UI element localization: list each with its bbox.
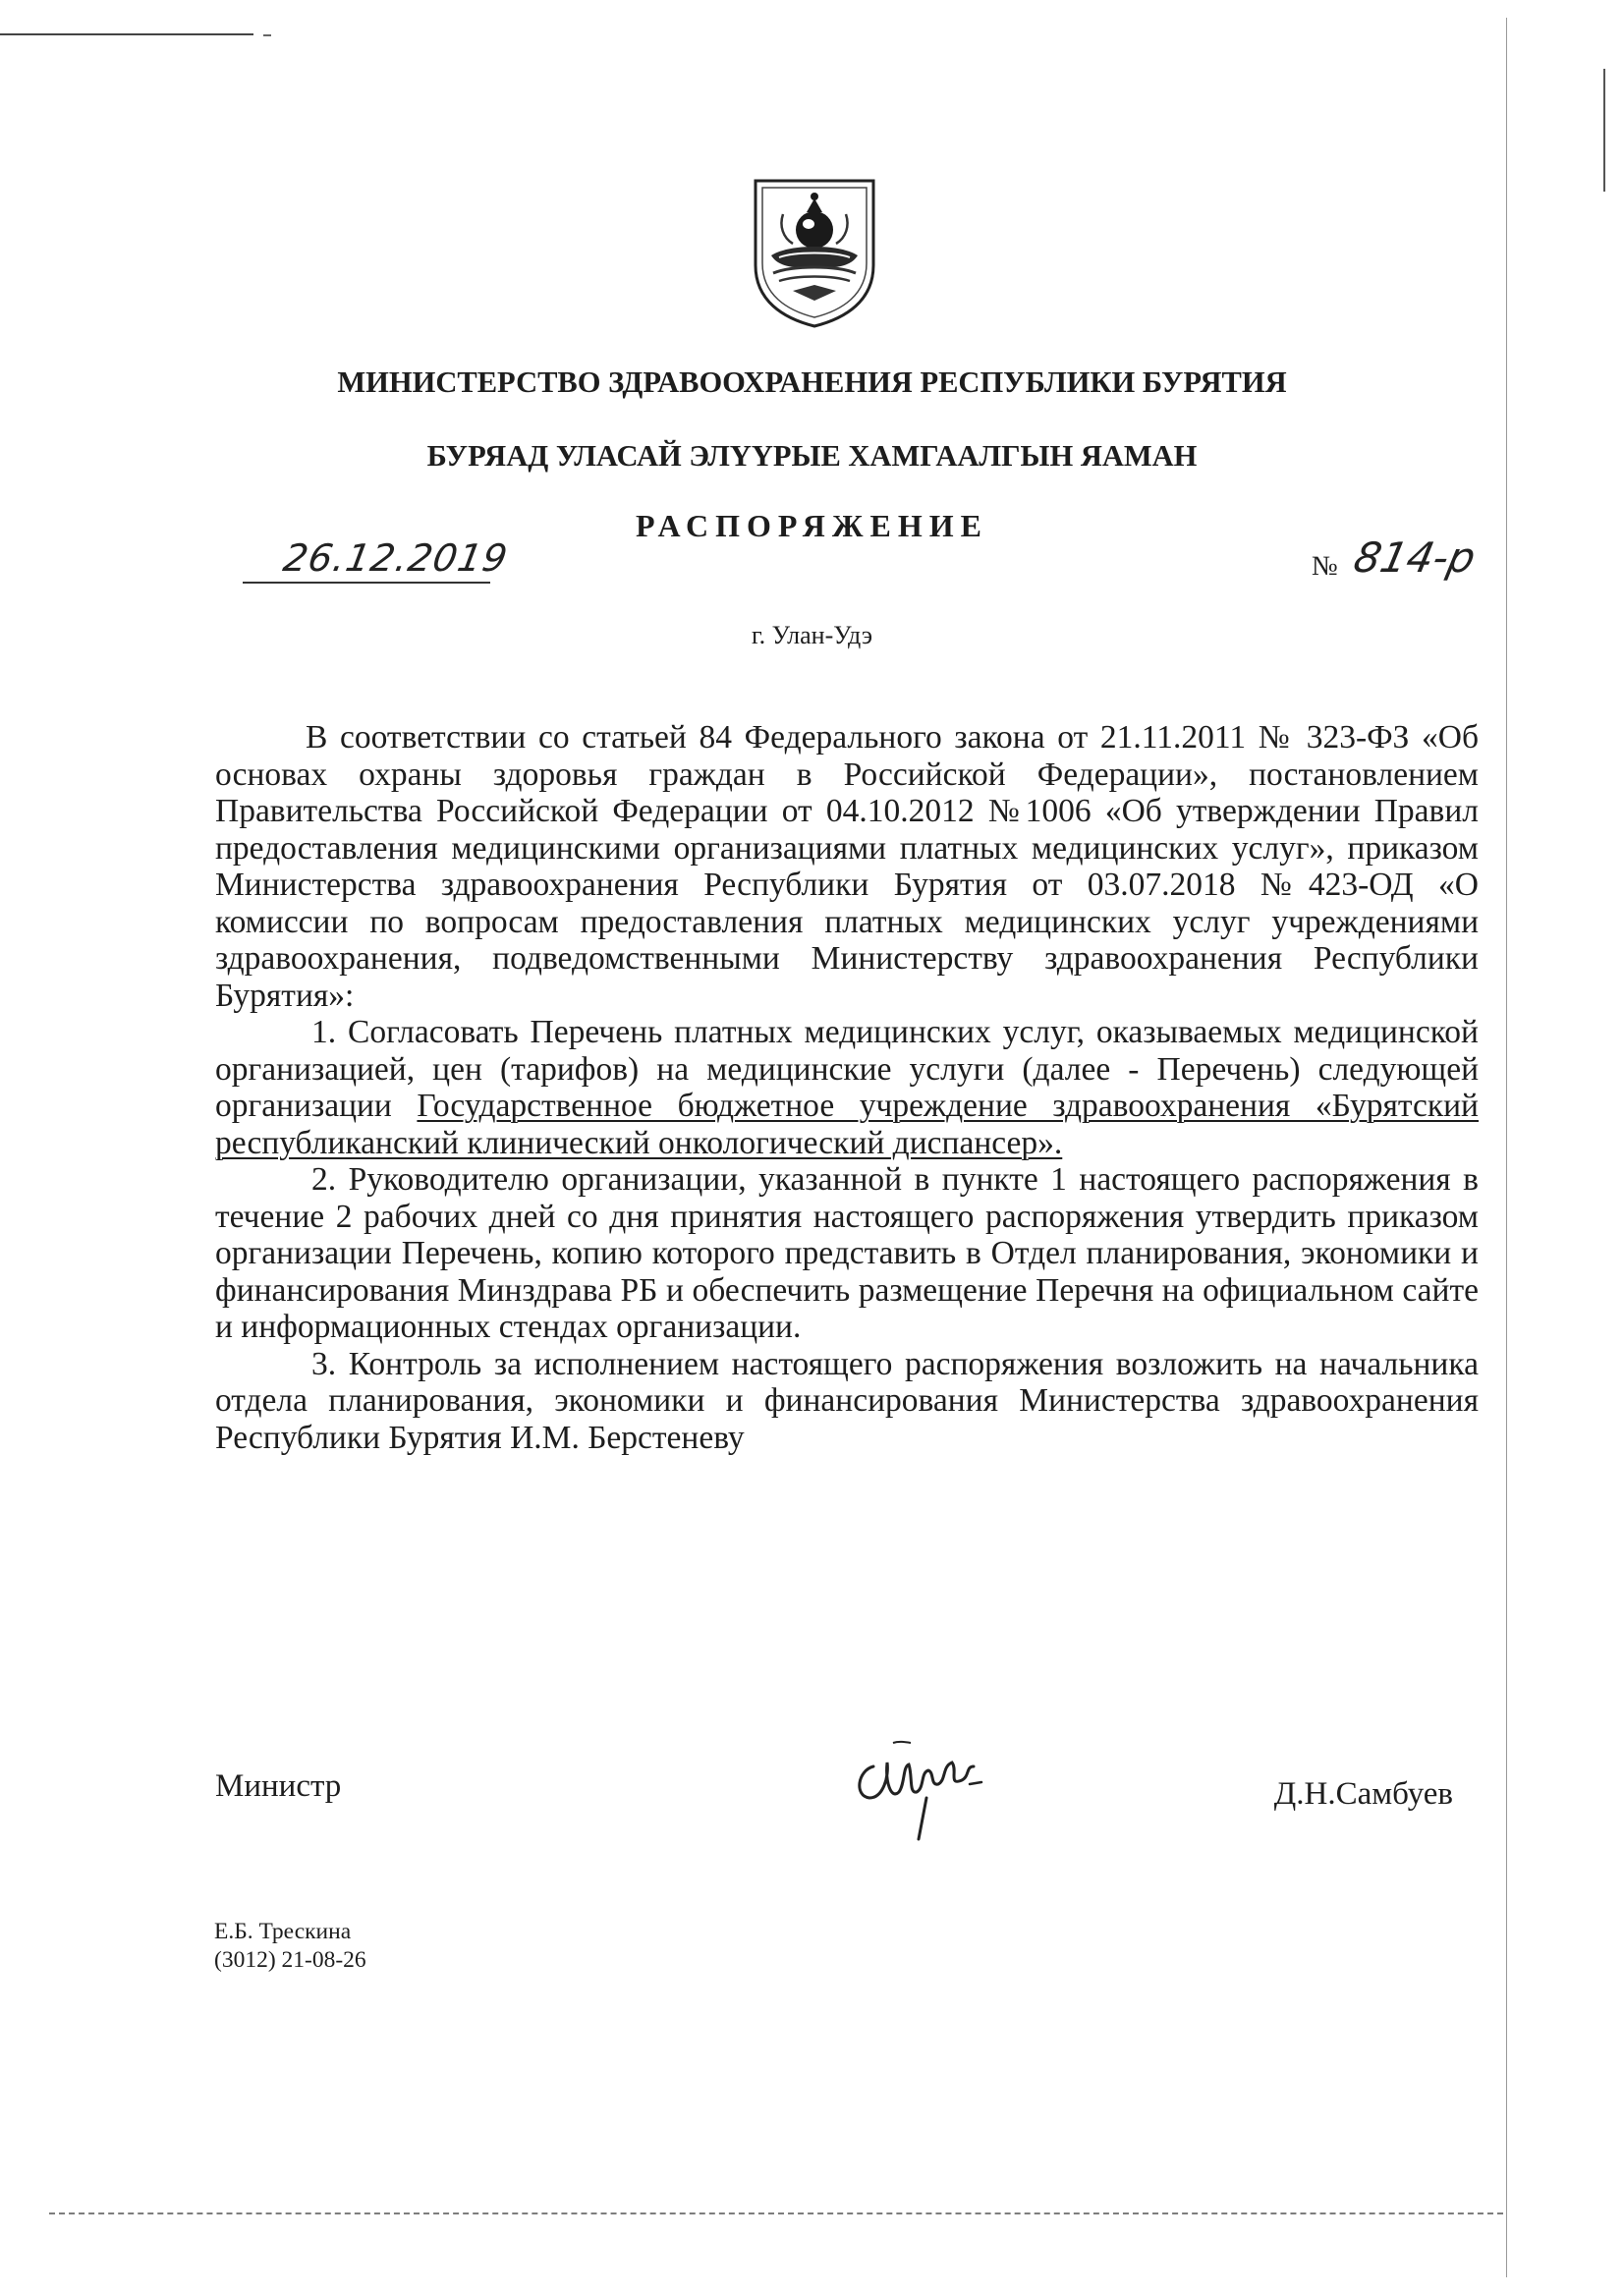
executor-info [214,1918,366,1975]
item-1-text: 1. Согласовать Перечень платных медицинских услуг, оказываемых медицинской организацией, цен (тарифов) на медицинские услуги (далее - Перечень) следующей организации [215,1014,1479,1124]
ministry-name-ru: МИНИСТЕРСТВО ЗДРАВООХРАНЕНИЯ РЕСПУБЛИКИ БУРЯТИЯ [337,365,1287,399]
handwritten-signature [844,1737,991,1860]
signature-block [215,1759,1479,1906]
executor-name: Е.Б. Трескина [214,1919,352,1944]
ministry-name-buryat: БУРЯАД УЛАСАЙ ЭЛYYРЫЕ ХАМГААЛГЫН ЯАМАН [426,439,1198,473]
number-value: 814-р [1349,533,1481,582]
document-type: РАСПОРЯЖЕНИЕ [635,508,989,543]
city: г. Улан-Удэ [751,621,873,649]
scan-edge-dash [263,34,271,36]
item-1-organization: Государственное бюджетное учреждение здравоохранения «Бурятский республиканский клинический онкологический диспансер». [215,1088,1479,1161]
date-value: 26.12.2019 [280,536,512,580]
signer-name: Д.Н.Самбуев [1273,1776,1453,1812]
preamble-paragraph: В соответствии со статьей 84 Федерального закона от 21.11.2011 № 323-ФЗ «Об основах охраны здоровья граждан в Российской Федерации», постановлением Правительства Российской Федерации от 04.10.2012 №1006 «Об утверждении Правил предоставления медицинскими организациями платных медицинских услуг», приказом Министерства здравоохранения Республики Бурятия от 03.07.2018 №423-ОД «О комиссии по вопросам предоставления платных медицинских услуг учреждениями здравоохранения, подведомственными Министерству здравоохранения Республики Бурятия»: [215,719,1479,1014]
page-fold-line [1506,18,1507,2277]
item-3-paragraph: 3. Контроль за исполнением настоящего распоряжения возложить на начальника отдела планирования, экономики и финансирования Министерства здравоохранения Республики Бурятия И.М. Берстеневу [215,1345,1479,1456]
cut-line [49,2212,1503,2214]
signer-position: Министр [215,1768,342,1804]
scan-edge-mark [1603,69,1605,192]
number-label: № [1312,551,1338,582]
scan-edge-line [0,33,253,35]
executor-phone: (3012) 21-08-26 [214,1947,366,1973]
coat-of-arms-icon [750,175,879,330]
item-1-paragraph [215,1014,1479,1161]
date-underline [243,582,490,584]
document-body [215,719,1479,1456]
item-2-paragraph: 2. Руководителю организации, указанной в пункте 1 настоящего распоряжения в течение 2 рабочих дней со дня принятия настоящего распоряжения утвердить приказом организации Перечень, копию которого представить в Отдел планирования, экономики и финансирования Минздрава РБ и обеспечить размещение Перечня на официальном сайте и информационных стендах организации. [215,1161,1479,1345]
document-number [1312,535,1488,594]
document-date [243,532,512,591]
